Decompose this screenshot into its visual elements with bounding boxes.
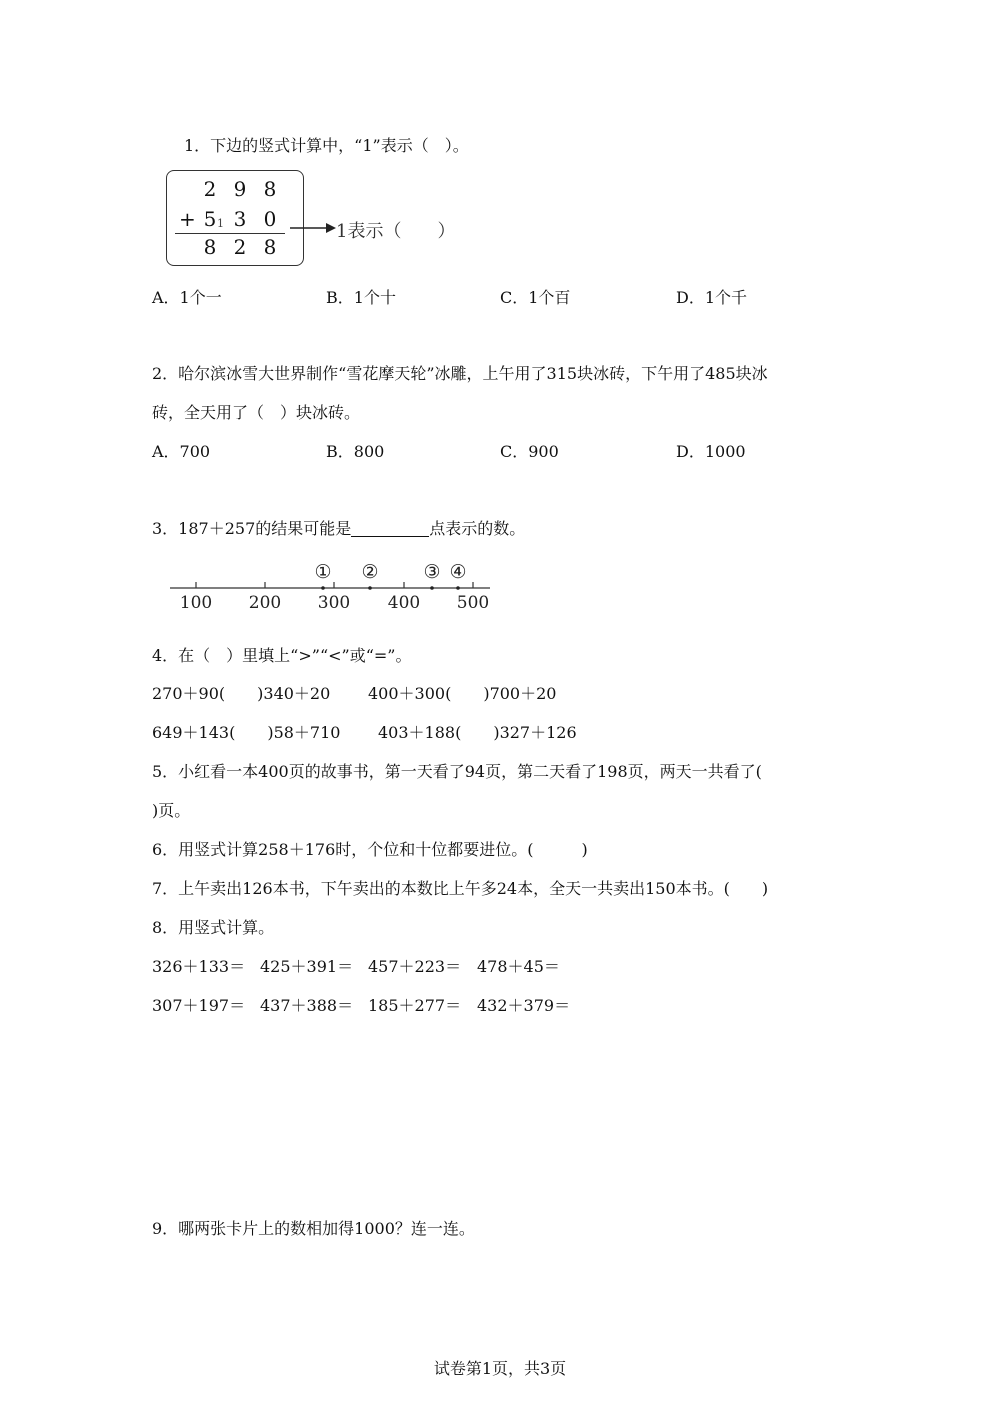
calc-result [195, 235, 285, 259]
q3-stem [152, 518, 525, 539]
q3-stem-after: 点表示的数。 [429, 519, 526, 538]
q8-expr: 326＋133＝ [152, 957, 246, 976]
calc-digit: 8 [203, 235, 217, 259]
page-footer: 试卷第1页，共3页 [433, 1359, 567, 1378]
calc-divider-line [175, 233, 285, 234]
q1-option-a: A．1个一 [152, 288, 222, 307]
q8-stem: 8．用竖式计算。 [152, 918, 275, 937]
q1-stem: 1．下边的竖式计算中，“1”表示（ ）。 [184, 136, 469, 155]
calc-digit: 2 [233, 235, 247, 259]
answer-blank[interactable] [351, 518, 429, 537]
marker-dot [430, 586, 434, 590]
q1-annotation: 1表示（ ） [336, 221, 456, 242]
calc-digit: 5 [203, 207, 217, 231]
calc-row1 [195, 177, 285, 201]
q5-line1: 5．小红看一本400页的故事书，第一天看了94页，第二天看了198页，两天一共看了( [152, 762, 762, 781]
q2-option-a: A．700 [152, 442, 211, 461]
q8-expr: 185＋277＝ [368, 996, 462, 1015]
q4-compare-item: 403＋188( )327＋126 [378, 723, 577, 742]
q1-option-d: D．1个千 [676, 288, 748, 307]
calc-row2 [195, 207, 285, 231]
marker-label-3: ③ [423, 561, 441, 583]
q4-compare-item: 649＋143( )58＋710 [152, 723, 341, 742]
q1-option-b: B．1个十 [326, 288, 396, 307]
q2-option-d: D．1000 [676, 442, 746, 461]
arrow-icon [290, 218, 336, 238]
q2-line1: 2．哈尔滨冰雪大世界制作“雪花摩天轮”冰雕，上午用了315块冰砖，下午用了485块冰 [152, 364, 768, 383]
q4-compare-item: 400＋300( )700＋20 [368, 684, 557, 703]
marker-label-4: ④ [449, 561, 467, 583]
calc-digit: 3 [233, 207, 247, 231]
calc-digit: 2 [203, 177, 217, 201]
calc-digit: 8 [263, 235, 277, 259]
q3-stem-before: 3．187＋257的结果可能是 [152, 519, 352, 538]
q4-stem: 4．在（ ）里填上“>”“<”或“=”。 [152, 646, 412, 665]
q8-expr: 457＋223＝ [368, 957, 462, 976]
marker-dot [321, 586, 325, 590]
q5-line2: )页。 [152, 801, 191, 820]
q2-line2: 砖，全天用了（ ）块冰砖。 [152, 403, 361, 422]
q2-option-b: B．800 [326, 442, 385, 461]
q8-expr: 432＋379＝ [477, 996, 571, 1015]
marker-dot [368, 586, 372, 590]
marker-label-1: ① [314, 561, 332, 583]
calc-digit: 8 [263, 177, 277, 201]
tick-label: 200 [248, 593, 282, 613]
q7-text: 7．上午卖出126本书，下午卖出的本数比上午多24本，全天一共卖出150本书。( ) [152, 879, 769, 898]
q8-expr: 307＋197＝ [152, 996, 246, 1015]
plus-sign: + [179, 207, 196, 231]
tick-label: 400 [387, 593, 421, 613]
calc-digit: 9 [233, 177, 247, 201]
tick-label: 500 [456, 593, 490, 613]
q8-expr: 437＋388＝ [260, 996, 354, 1015]
q2-option-c: C．900 [500, 442, 559, 461]
q1-option-c: C．1个百 [500, 288, 571, 307]
q9-text: 9．哪两张卡片上的数相加得1000？连一连。 [152, 1219, 475, 1238]
calc-digit: 0 [263, 207, 277, 231]
number-line [166, 558, 496, 616]
q6-text: 6．用竖式计算258＋176时，个位和十位都要进位。( ) [152, 840, 588, 859]
q8-expr: 478＋45＝ [477, 957, 560, 976]
q4-compare-item: 270＋90( )340＋20 [152, 684, 331, 703]
tick-label: 300 [317, 593, 351, 613]
marker-label-2: ② [361, 561, 379, 583]
marker-dot [456, 586, 460, 590]
carry-mark: 1 [217, 217, 224, 230]
vertical-calculation-box [166, 170, 304, 266]
tick-label: 100 [179, 593, 213, 613]
q8-expr: 425＋391＝ [260, 957, 354, 976]
